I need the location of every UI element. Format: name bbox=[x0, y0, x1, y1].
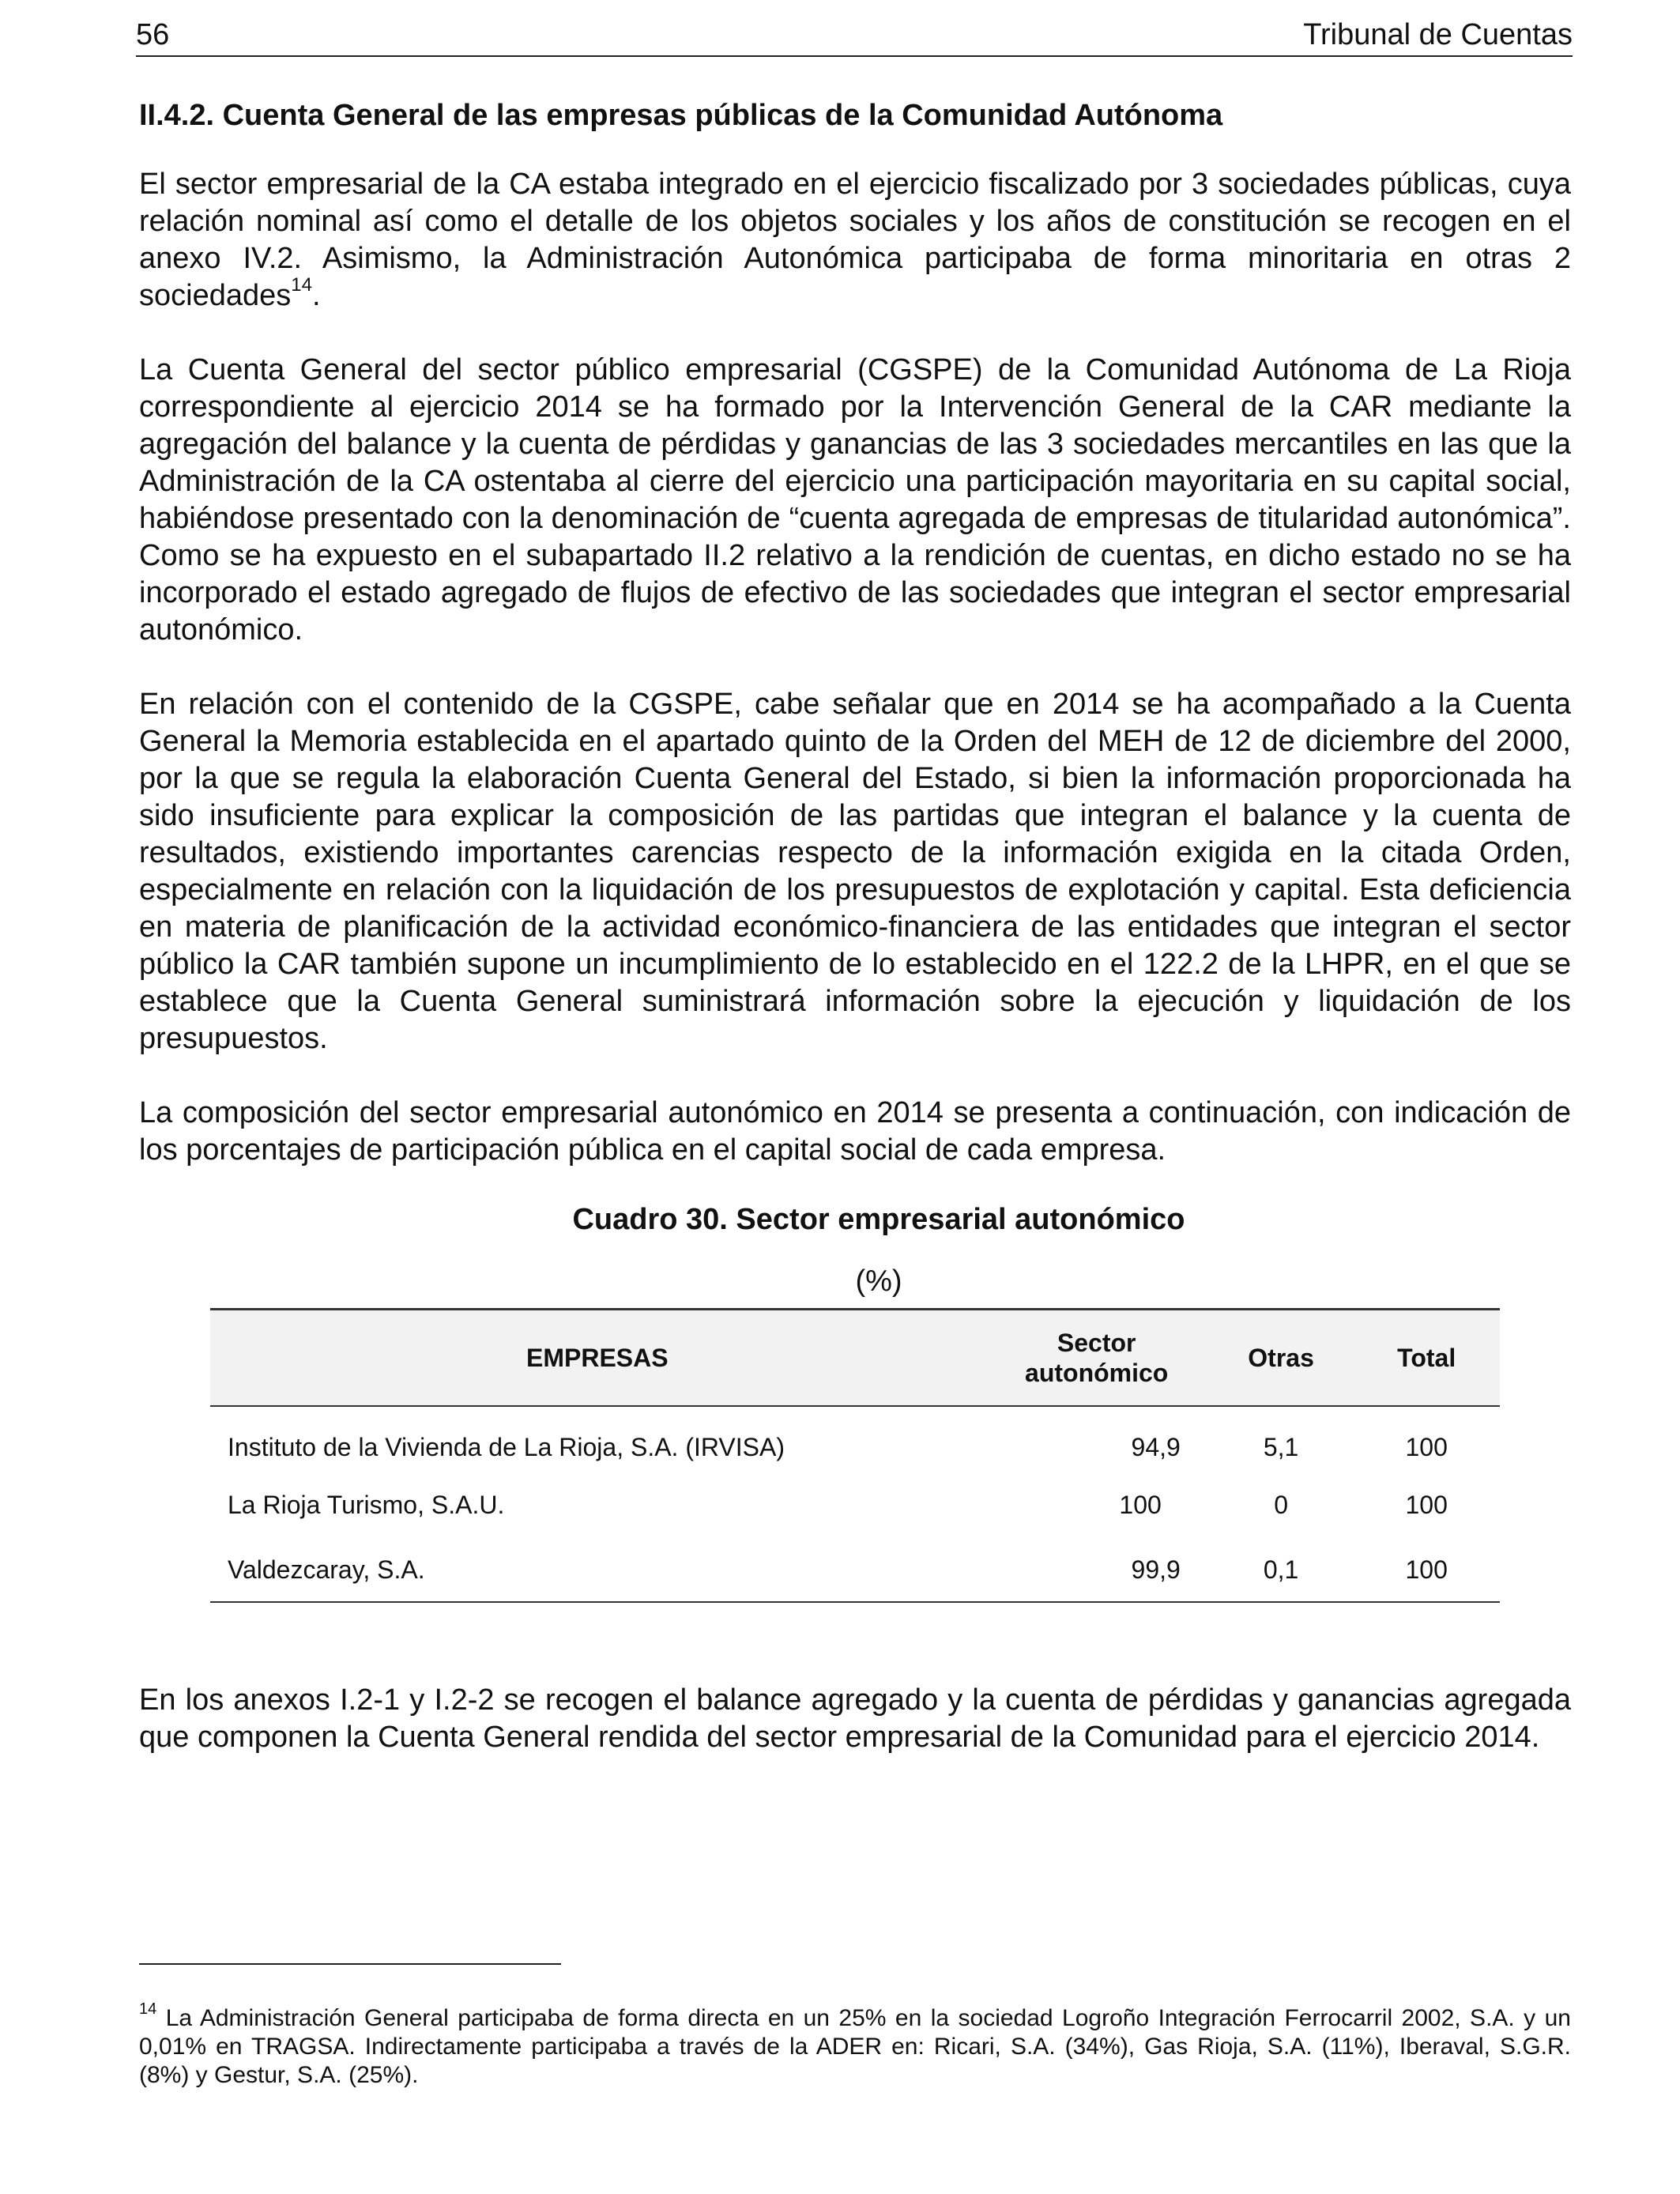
cell-empresa: La Rioja Turismo, S.A.U. bbox=[228, 1491, 505, 1519]
table-row bbox=[210, 1406, 1500, 1472]
section-title: II.4.2. Cuenta General de las empresas públicas de la Comunidad Autónoma bbox=[139, 99, 1223, 132]
cell-sector: 99,9 bbox=[1131, 1555, 1181, 1584]
page-number: 56 bbox=[136, 18, 170, 51]
paragraph-text: El sector empresarial de la CA estaba integrado en el ejercicio fiscalizado por 3 sociedades públicas, cuya relación nominal así como el detalle de los objetos sociales y los años de constitución se recogen en el anexo IV.2. Asimismo, la Administración Autonómica participaba de forma minoritaria en otras 2 sociedades bbox=[139, 168, 1571, 312]
cell-empresa: Instituto de la Vivienda de La Rioja, S.A. (IRVISA) bbox=[228, 1433, 785, 1461]
header-sector-line1: Sector bbox=[1057, 1329, 1136, 1357]
header-otras: Otras bbox=[1248, 1344, 1314, 1372]
footnote-number: 14 bbox=[139, 2000, 157, 2018]
publisher-name: Tribunal de Cuentas bbox=[1303, 18, 1573, 51]
paragraph-cgspe-content: En relación con el contenido de la CGSPE, cabe señalar que en 2014 se ha acompañado a la Cuenta General la Memoria establecida en el apartado quinto de la Orden del MEH de 12 de diciembre del 2000, por la que se regula la elaboración Cuenta General del Estado, si bien la información proporcionada ha sido insuficiente para explicar la composición de las partidas que integran el balance y la cuenta de resultados, existiendo importantes carencias respecto de la información exigida en la citada Orden, especialmente en relación con la liquidación de los presupuestos de explotación y capital. Esta deficiencia en materia de planificación de la actividad económico-financiera de las entidades que integran el sector público la CAR también supone un incumplimiento de lo establecido en el 122.2 de la LHPR, en el que se establece que la Cuenta General suministrará información sobre la ejecución y liquidación de los presupuestos. bbox=[139, 688, 1571, 1055]
footnote-divider bbox=[139, 1963, 561, 1965]
sector-table bbox=[210, 1308, 1500, 1603]
table-row bbox=[210, 1538, 1500, 1602]
footnote bbox=[139, 2000, 1571, 2090]
table-header-row bbox=[210, 1310, 1500, 1407]
footnote-reference[interactable]: 14 bbox=[291, 274, 312, 296]
header-empresas: EMPRESAS bbox=[525, 1344, 669, 1372]
cell-otras: 0 bbox=[1274, 1491, 1288, 1519]
header-sector-autonomico bbox=[985, 1310, 1209, 1407]
paragraph-composition-intro: La composición del sector empresarial autonómico en 2014 se presenta a continuación, con indicación de los porcentajes de participación pública en el capital social de cada empresa. bbox=[139, 1096, 1571, 1167]
table-row bbox=[210, 1472, 1500, 1538]
paragraph-end: . bbox=[311, 279, 321, 312]
table-unit: (%) bbox=[855, 1265, 902, 1298]
cell-total: 100 bbox=[1405, 1433, 1448, 1461]
cell-sector: 100 bbox=[1119, 1491, 1162, 1519]
cell-total: 100 bbox=[1405, 1555, 1448, 1584]
cell-otras: 0,1 bbox=[1263, 1555, 1299, 1584]
cell-total: 100 bbox=[1405, 1491, 1448, 1519]
header-total: Total bbox=[1397, 1344, 1456, 1372]
cell-empresa: Valdezcaray, S.A. bbox=[228, 1555, 425, 1584]
running-header bbox=[136, 14, 1573, 57]
cell-otras: 5,1 bbox=[1263, 1433, 1299, 1461]
paragraph-sector-composition bbox=[139, 166, 1571, 315]
table-caption: Cuadro 30. Sector empresarial autonómico bbox=[572, 1203, 1185, 1236]
footnote-text: La Administración General participaba de forma directa en un 25% en la sociedad Logroño Integración Ferrocarril 2002, S.A. y un 0,01% en TRAGSA. Indirectamente participaba a través de la ADER en: Ricari, S.A. (34%), Gas Rioja, S.A. (11%), Iberaval, S.G.R. (8%) y Gestur, S.A. (25%). bbox=[139, 2005, 1571, 2088]
paragraph-cgspe-formation: La Cuenta General del sector público empresarial (CGSPE) de la Comunidad Autónoma de La Rioja correspondiente al ejercicio 2014 se ha formado por la Intervención General de la CAR mediante la agregación del balance y la cuenta de pérdidas y ganancias de las 3 sociedades mercantiles en las que la Administración de la CA ostentaba al cierre del ejercicio una participación mayoritaria en su capital social, habiéndose presentado con la denominación de “cuenta agregada de empresas de titularidad autonómica”. Como se ha expuesto en el subapartado II.2 relativo a la rendición de cuentas, en dicho estado no se ha incorporado el estado agregado de flujos de efectivo de las sociedades que integran el sector empresarial autonómico. bbox=[139, 353, 1571, 647]
cell-sector: 94,9 bbox=[1131, 1433, 1181, 1461]
paragraph-annexes: En los anexos I.2-1 y I.2-2 se recogen el balance agregado y la cuenta de pérdidas y ganancias agregada que componen la Cuenta General rendida del sector empresarial de la Comunidad para el ejercicio 2014. bbox=[139, 1683, 1571, 1754]
main-content bbox=[139, 93, 1571, 1793]
header-sector-line2: autonómico bbox=[1025, 1359, 1169, 1387]
